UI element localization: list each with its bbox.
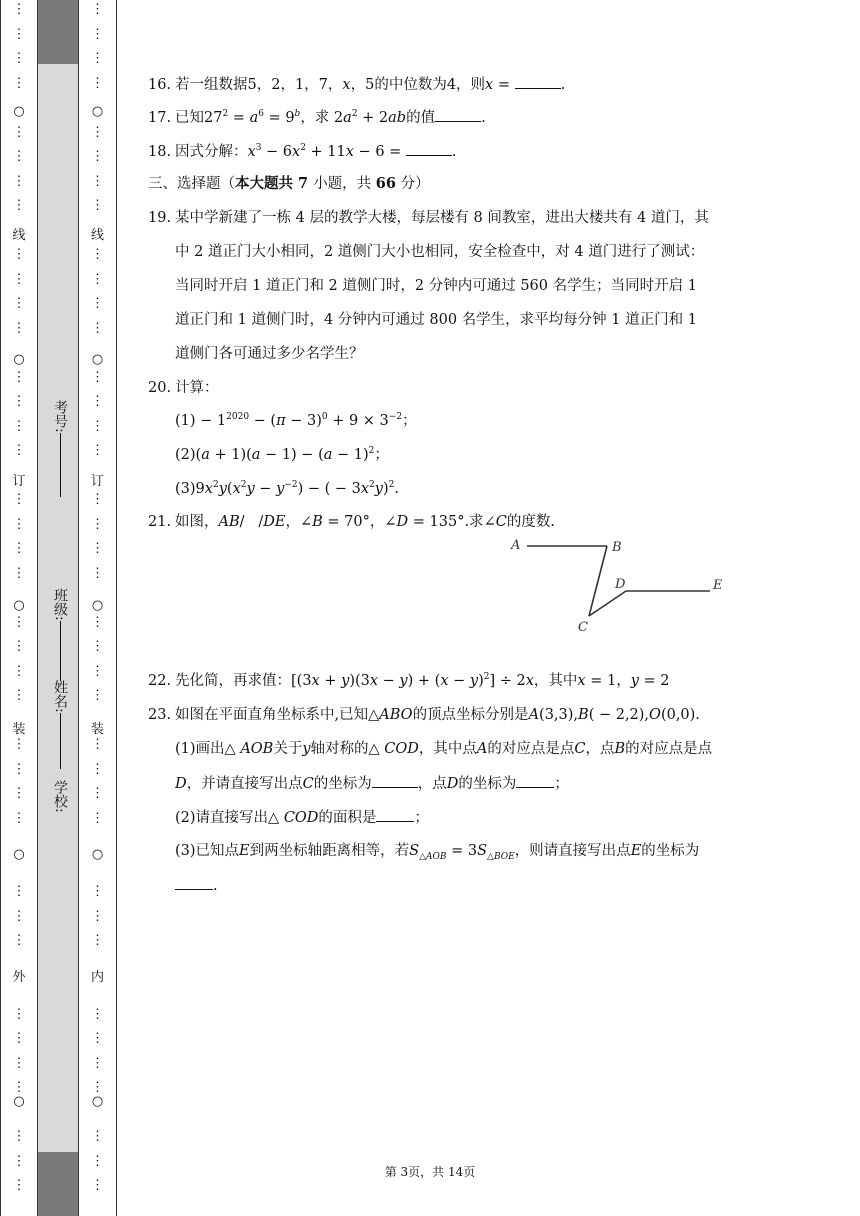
- dot-mark: ⋮: [91, 1006, 104, 1022]
- var-x: x: [485, 77, 494, 93]
- dot-mark: ⋮: [12, 2, 26, 17]
- q21-text-5: 的度数.: [506, 514, 555, 530]
- question-number: 21.: [148, 514, 172, 530]
- dot-mark: ⋮: [91, 541, 104, 556]
- q16-text-2: ，5的中位数为4，则: [350, 77, 486, 93]
- binding-word: 装: [90, 722, 104, 737]
- inner-dotted-line: [79, 0, 116, 1216]
- part-label: (2): [175, 447, 196, 463]
- dot-mark: ⋮: [91, 394, 104, 409]
- question-16: [148, 74, 565, 95]
- dot-mark: ⋮: [91, 1129, 104, 1144]
- dot-mark: ⋮: [12, 51, 26, 66]
- dot-mark: ⋮: [91, 810, 104, 826]
- part-text: ；: [414, 810, 429, 826]
- section-bold: 本大题共: [235, 175, 293, 192]
- dot-mark: ⋮: [12, 1129, 26, 1144]
- part-text: 关于: [273, 741, 303, 757]
- dot-mark: ⋮: [91, 688, 104, 703]
- question-18: 18. 因式分解：$x^3 - 6x^2 + 11x - 6$ = .: [148, 141, 457, 162]
- part-text: 的对应点是点: [625, 741, 713, 757]
- binding-word: 订: [90, 474, 104, 489]
- dot-mark: ⋮: [91, 1031, 104, 1046]
- inner-binding-strip: [78, 0, 117, 1216]
- dot-mark: ⋮: [12, 688, 26, 703]
- part-text: ，并请直接写出点: [186, 776, 303, 792]
- dot-mark: ⋮: [91, 2, 104, 17]
- dot-mark: ⋮: [12, 296, 26, 311]
- q21-text-2: ，: [285, 514, 300, 530]
- question-number: 23.: [148, 707, 172, 723]
- section-suffix: 分）: [395, 176, 430, 192]
- section-count: 7: [293, 175, 314, 192]
- q20-part-3: $(3)9x^2y(x^2y - y^{-2})$ − ( − $3x^2y)^2$.: [175, 480, 399, 497]
- dot-mark: ⋮: [12, 761, 26, 777]
- period: .: [481, 110, 486, 126]
- name-field[interactable]: 姓名:: [50, 680, 70, 769]
- q20-part-1: $(1) - 1^{2020} - (\pi - 3)^0 + 9 \times 3^{-2}$；: [175, 412, 417, 429]
- part-text: 的坐标为: [458, 776, 517, 792]
- band-top-block: [38, 0, 78, 64]
- band-bottom-block: [38, 1152, 78, 1216]
- question-number: 17.: [148, 110, 172, 126]
- question-number: 16.: [148, 77, 172, 93]
- q22-text-3: ，: [616, 673, 631, 689]
- q21-text-4: .求: [464, 514, 484, 530]
- class-field[interactable]: 班级:: [50, 588, 70, 681]
- part-text: 到两坐标轴距离相等，若: [249, 843, 410, 859]
- outer-binding-strip: [0, 0, 38, 1216]
- q23-part-3-cont: [175, 875, 218, 896]
- dot-mark: ⋮: [12, 369, 26, 385]
- binding-word: 内: [90, 970, 104, 985]
- dot-mark: ⋮: [91, 124, 104, 140]
- dot-mark: ⋮: [12, 541, 26, 556]
- q17-text-3: 的值: [406, 110, 436, 126]
- circle-mark: ○: [91, 598, 104, 613]
- dot-mark: ⋮: [91, 933, 104, 948]
- dot-mark: ⋮: [12, 663, 26, 679]
- binding-word: 装: [12, 722, 26, 737]
- dot-mark: ⋮: [91, 1080, 104, 1095]
- dot-mark: ⋮: [12, 516, 26, 532]
- dot-mark: ⋮: [91, 26, 104, 42]
- q23-part-2: (2)请直接写出△ COD的面积是 ；: [175, 807, 429, 828]
- dot-mark: ⋮: [12, 198, 26, 213]
- dot-mark: ⋮: [12, 26, 26, 42]
- question-number: 18.: [148, 144, 172, 160]
- part-label: (3): [175, 481, 196, 497]
- dot-mark: ⋮: [91, 296, 104, 311]
- student-info-band: [38, 0, 78, 1216]
- label-a: A: [511, 538, 521, 553]
- dot-mark: ⋮: [12, 1031, 26, 1046]
- part-text: (2)请直接写出: [175, 810, 269, 826]
- circle-mark: ○: [91, 1094, 104, 1109]
- answer-blank-c[interactable]: [372, 773, 418, 788]
- dot-mark: ⋮: [12, 75, 26, 91]
- q23-text-2: 的顶点坐标分别是: [412, 707, 529, 723]
- q20-part-2: $(2)(a + 1)(a - 1) - (a - 1)^2$；: [175, 446, 389, 463]
- dot-mark: ⋮: [91, 1055, 104, 1071]
- dot-mark: ⋮: [12, 443, 26, 458]
- school-field[interactable]: 学校:: [52, 780, 68, 813]
- section-3-header: [148, 174, 430, 194]
- dot-mark: ⋮: [12, 639, 26, 654]
- dot-mark: ⋮: [12, 247, 26, 262]
- dot-mark: ⋮: [91, 1178, 104, 1193]
- dot-mark: ⋮: [91, 75, 104, 91]
- label-d: D: [615, 577, 626, 592]
- part-text: 的坐标为: [641, 843, 700, 859]
- q21-text: 如图，: [175, 514, 219, 530]
- dot-mark: ⋮: [91, 786, 104, 801]
- q19-line: 当同时开启 1 道正门和 2 道侧门时，2 分钟内可通过 560 名学生；当同时开启 1: [175, 278, 697, 294]
- part-text: 的面积是: [318, 810, 377, 826]
- answer-blank-d[interactable]: [516, 773, 554, 788]
- dot-mark: ⋮: [12, 1006, 26, 1022]
- exam-no-field[interactable]: 考号:: [50, 400, 70, 497]
- question-20: [148, 378, 219, 398]
- q17-text-2: ，求: [300, 110, 334, 126]
- circle-mark: ○: [13, 352, 25, 367]
- q22-text-2: ，其中: [533, 673, 578, 689]
- q19-line: 某中学新建了一栋 4 层的教学大楼，每层楼有 8 间教室，进出大楼共有 4 道门，其: [175, 210, 709, 226]
- dot-mark: ⋮: [12, 271, 26, 287]
- dot-mark: ⋮: [91, 737, 104, 752]
- question-19: [148, 208, 709, 228]
- section-title: 三、选择题（: [148, 176, 235, 192]
- circle-mark: ○: [13, 847, 25, 862]
- label-c: C: [578, 620, 588, 635]
- question-number: 19.: [148, 210, 172, 226]
- question-23: 23. 如图在平面直角坐标系中,已知△ABO的顶点坐标分别是A(3,3),B( − 2,2),O(0,0).: [148, 707, 700, 723]
- dot-mark: ⋮: [12, 737, 26, 752]
- circle-mark: ○: [91, 104, 104, 119]
- dot-mark: ⋮: [12, 810, 26, 826]
- binding-word: 订: [12, 474, 26, 489]
- dot-mark: ⋮: [91, 639, 104, 654]
- part-text: (3)已知点: [175, 843, 240, 859]
- dot-mark: ⋮: [91, 320, 104, 336]
- dot-mark: ⋮: [12, 418, 26, 434]
- dot-mark: ⋮: [91, 418, 104, 434]
- part-text: ，则请直接写出点: [514, 843, 631, 859]
- period: .: [213, 878, 218, 894]
- part-text: ，其中点: [418, 741, 477, 757]
- dot-mark: ⋮: [12, 320, 26, 336]
- dot-mark: ⋮: [12, 565, 26, 581]
- dot-mark: ⋮: [12, 884, 26, 899]
- q18-text: 因式分解：: [175, 144, 248, 160]
- answer-blank[interactable]: [435, 107, 481, 122]
- question-number: 20.: [148, 380, 172, 396]
- answer-blank[interactable]: [406, 141, 452, 156]
- var-x: x: [342, 77, 351, 93]
- part-text: (1)画出: [175, 741, 225, 757]
- section-score: 66: [375, 175, 396, 192]
- dot-mark: ⋮: [12, 786, 26, 801]
- dot-mark: ⋮: [91, 565, 104, 581]
- dot-mark: ⋮: [12, 933, 26, 948]
- part-text: ，点: [417, 776, 447, 792]
- dot-mark: ⋮: [91, 1153, 104, 1169]
- dot-mark: ⋮: [91, 198, 104, 213]
- q23-text: 如图在平面直角坐标系中,已知: [175, 707, 369, 723]
- binding-word: 线: [12, 228, 26, 243]
- part-text: ，点: [585, 741, 615, 757]
- answer-blank[interactable]: [515, 74, 561, 89]
- question-22: 22. 先化简，再求值：$[(3x + y)(3x - y) + (x - y)^2] \div 2x$，其中x = 1，y = 2: [148, 672, 670, 689]
- q19-line: 中 2 道正门大小相同，2 道侧门大小也相同，安全检查中，对 4 道门进行了测试：: [175, 244, 705, 260]
- q23-part-3: (3)已知点E到两坐标轴距离相等，若$S_{\triangle AOB} = 3S_{\triangle BOE}$，则请直接写出点E的坐标为: [175, 843, 700, 862]
- period: .: [451, 144, 457, 160]
- label-b: B: [612, 540, 622, 555]
- dot-mark: ⋮: [12, 1153, 26, 1169]
- dot-mark: ⋮: [91, 884, 104, 899]
- q23-part-1-cont: D，并请直接写出点C的坐标为 ，点D的坐标为 ；: [175, 773, 569, 794]
- geometry-figure: [505, 533, 735, 638]
- q21-text-3: ，: [369, 514, 385, 530]
- dot-mark: ⋮: [91, 51, 104, 66]
- circle-mark: ○: [91, 352, 104, 367]
- dot-mark: ⋮: [12, 492, 26, 507]
- q16-text: 若一组数据5，2，1，7，: [175, 77, 343, 93]
- dot-mark: ⋮: [12, 394, 26, 409]
- equals: =: [493, 77, 515, 93]
- circle-mark: ○: [13, 598, 25, 613]
- q19-line: 道侧门各可通过多少名学生？: [175, 346, 364, 362]
- q22-text: 先化简，再求值：: [175, 673, 291, 689]
- dot-mark: ⋮: [12, 1178, 26, 1193]
- dot-mark: ⋮: [91, 492, 104, 507]
- part-text: 的对应点是点: [487, 741, 575, 757]
- q20-title: 计算：: [175, 380, 219, 396]
- circle-mark: ○: [13, 1094, 25, 1109]
- outer-dotted-line: [1, 0, 37, 1216]
- dot-mark: ⋮: [12, 149, 26, 164]
- part-text: ；: [554, 776, 569, 792]
- dot-mark: ⋮: [12, 1055, 26, 1071]
- period: .: [560, 77, 566, 93]
- part-label: (1): [175, 413, 196, 429]
- page-footer: 第 3页，共 14页: [384, 1165, 476, 1179]
- dot-mark: ⋮: [91, 663, 104, 679]
- dot-mark: ⋮: [12, 1080, 26, 1095]
- dot-mark: ⋮: [91, 516, 104, 532]
- circle-mark: ○: [91, 847, 104, 862]
- dot-mark: ⋮: [12, 614, 26, 630]
- dot-mark: ⋮: [12, 908, 26, 924]
- dot-mark: ⋮: [91, 369, 104, 385]
- part-text: 轴对称的: [310, 741, 369, 757]
- q23-part-1: (1)画出△ AOB关于y轴对称的△ COD，其中点A的对应点是点C，点B的对应点是点: [175, 741, 713, 757]
- question-21: 21. 如图，AB/ /DE，∠B = 70°，∠D = 135°.求∠C的度数.: [148, 514, 555, 530]
- answer-blank-area[interactable]: [376, 807, 414, 822]
- part-text: 的坐标为: [313, 776, 372, 792]
- question-number: 22.: [148, 673, 172, 689]
- dot-mark: ⋮: [91, 271, 104, 287]
- dot-mark: ⋮: [91, 761, 104, 777]
- dot-mark: ⋮: [91, 443, 104, 458]
- label-e: E: [713, 578, 723, 593]
- section-text: 小题，共: [313, 176, 376, 192]
- dot-mark: ⋮: [91, 908, 104, 924]
- dot-mark: ⋮: [91, 247, 104, 262]
- binding-word: 外: [12, 970, 26, 985]
- binding-word: 线: [90, 228, 104, 243]
- question-17: 17. 已知$27^2 = a^6 = 9^b$，求 $2a^2 + 2ab$的值 .: [148, 107, 486, 128]
- dot-mark: ⋮: [12, 124, 26, 140]
- q19-line: 道正门和 1 道侧门时，4 分钟内可通过 800 名学生，求平均每分钟 1 道正门和 1: [175, 312, 697, 328]
- dot-mark: ⋮: [91, 149, 104, 164]
- dot-mark: ⋮: [91, 614, 104, 630]
- dot-mark: ⋮: [12, 173, 26, 189]
- q17-text: 已知: [175, 110, 204, 126]
- dot-mark: ⋮: [91, 173, 104, 189]
- circle-mark: ○: [13, 104, 25, 119]
- answer-blank-e[interactable]: [175, 875, 213, 890]
